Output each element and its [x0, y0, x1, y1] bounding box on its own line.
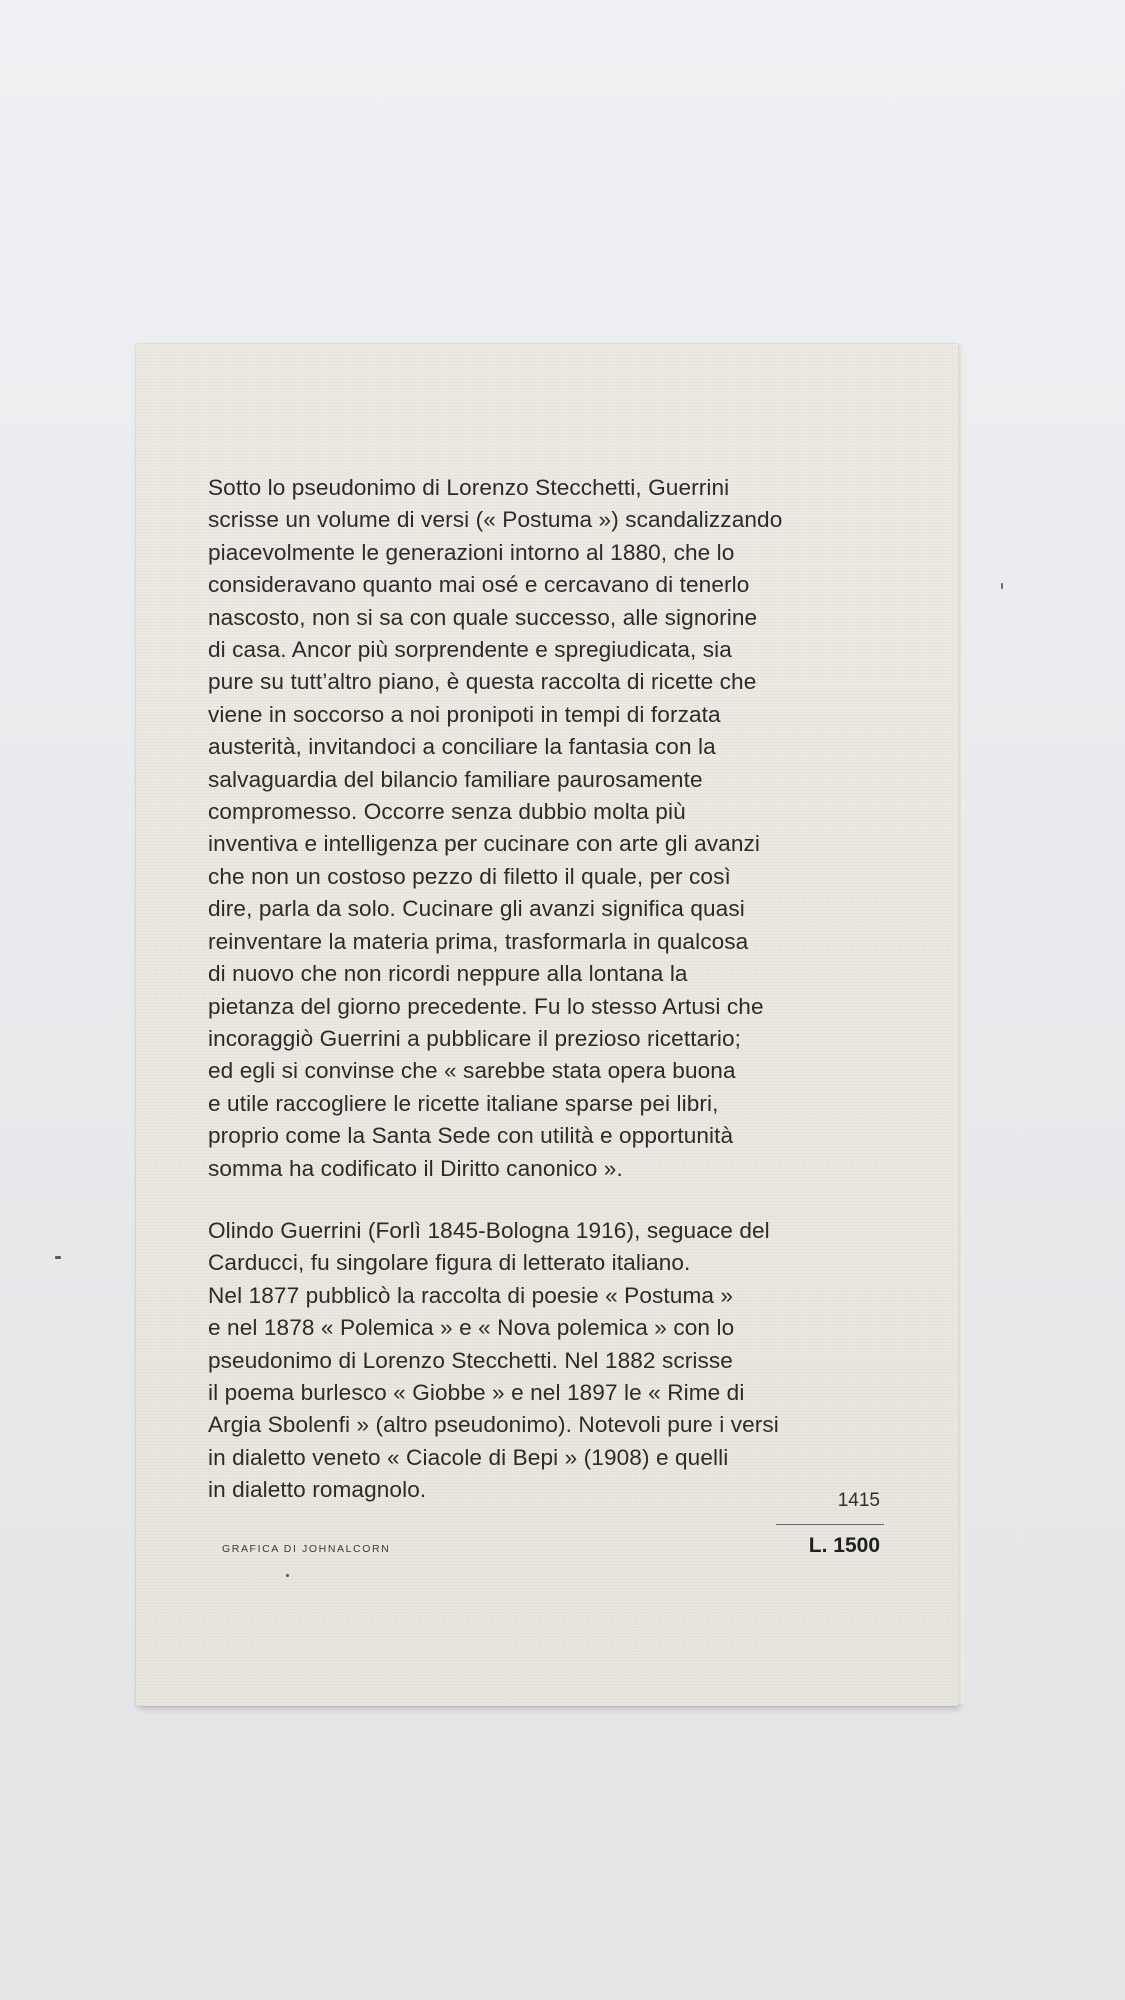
author-bio-paragraph: Olindo Guerrini (Forlì 1845-Bologna 1916), seguace del Carducci, fu singolare figura di letterato italiano. Nel 1877 pubblicò la raccolta di poesie « Postuma » e nel 1878 « Polemica » e « Nova polemica » con lo pseudonimo di Lorenzo Stecchetti. Nel 1882 scrisse il poema burlesco « Giobbe » e nel 1897 le « Rime di Argia Sbolenfi » (altro pseudonimo). Notevoli pure i versi in dialetto veneto « Ciacole di Bepi » (1908) e quelli in dialetto romagnolo.: [208, 1217, 779, 1503]
book-back-cover: [136, 344, 958, 1706]
catalog-number: 1415: [837, 1490, 880, 1511]
design-credit: GRAFICA DI JOHNALCORN: [222, 1543, 391, 1555]
dust-speck: [1001, 583, 1003, 589]
cover-text: [208, 472, 928, 1507]
dust-speck: [55, 1256, 61, 1259]
price-label: L. 1500: [808, 1534, 880, 1557]
catalog-divider: [776, 1524, 884, 1525]
book-edge: [958, 348, 964, 1704]
blurb-paragraph: Sotto lo pseudonimo di Lorenzo Stecchetti, Guerrini scrisse un volume di versi (« Postuma ») scandalizzando piacevolmente le generazioni intorno al 1880, che lo consideravano quanto mai osé e cercavano di tenerlo nascosto, non si sa con quale successo, alle signorine di casa. Ancor più sorprendente e spregiudicata, sia pure su tutt’altro piano, è questa raccolta di ricette che viene in soccorso a noi pronipoti in tempi di forzata austerità, invitandoci a conciliare la fantasia con la salvaguardia del bilancio familiare paurosamente compromesso. Occorre senza dubbio molta più inventiva e intelligenza per cucinare con arte gli avanzi che non un costoso pezzo di filetto il quale, per così dire, parla da solo. Cucinare gli avanzi significa quasi reinventare la materia prima, trasformarla in qualcosa di nuovo che non ricordi neppure alla lontana la pietanza del giorno precedente. Fu lo stesso Artusi che incoraggiò Guerrini a pubblicare il prezioso ricettario; ed egli si convinse che « sarebbe stata opera buona e utile raccogliere le ricette italiane sparse pei libri, proprio come la Santa Sede con utilità e opportunità somma ha codificato il Diritto canonico ».: [208, 475, 783, 1181]
dust-speck: [286, 1574, 289, 1577]
